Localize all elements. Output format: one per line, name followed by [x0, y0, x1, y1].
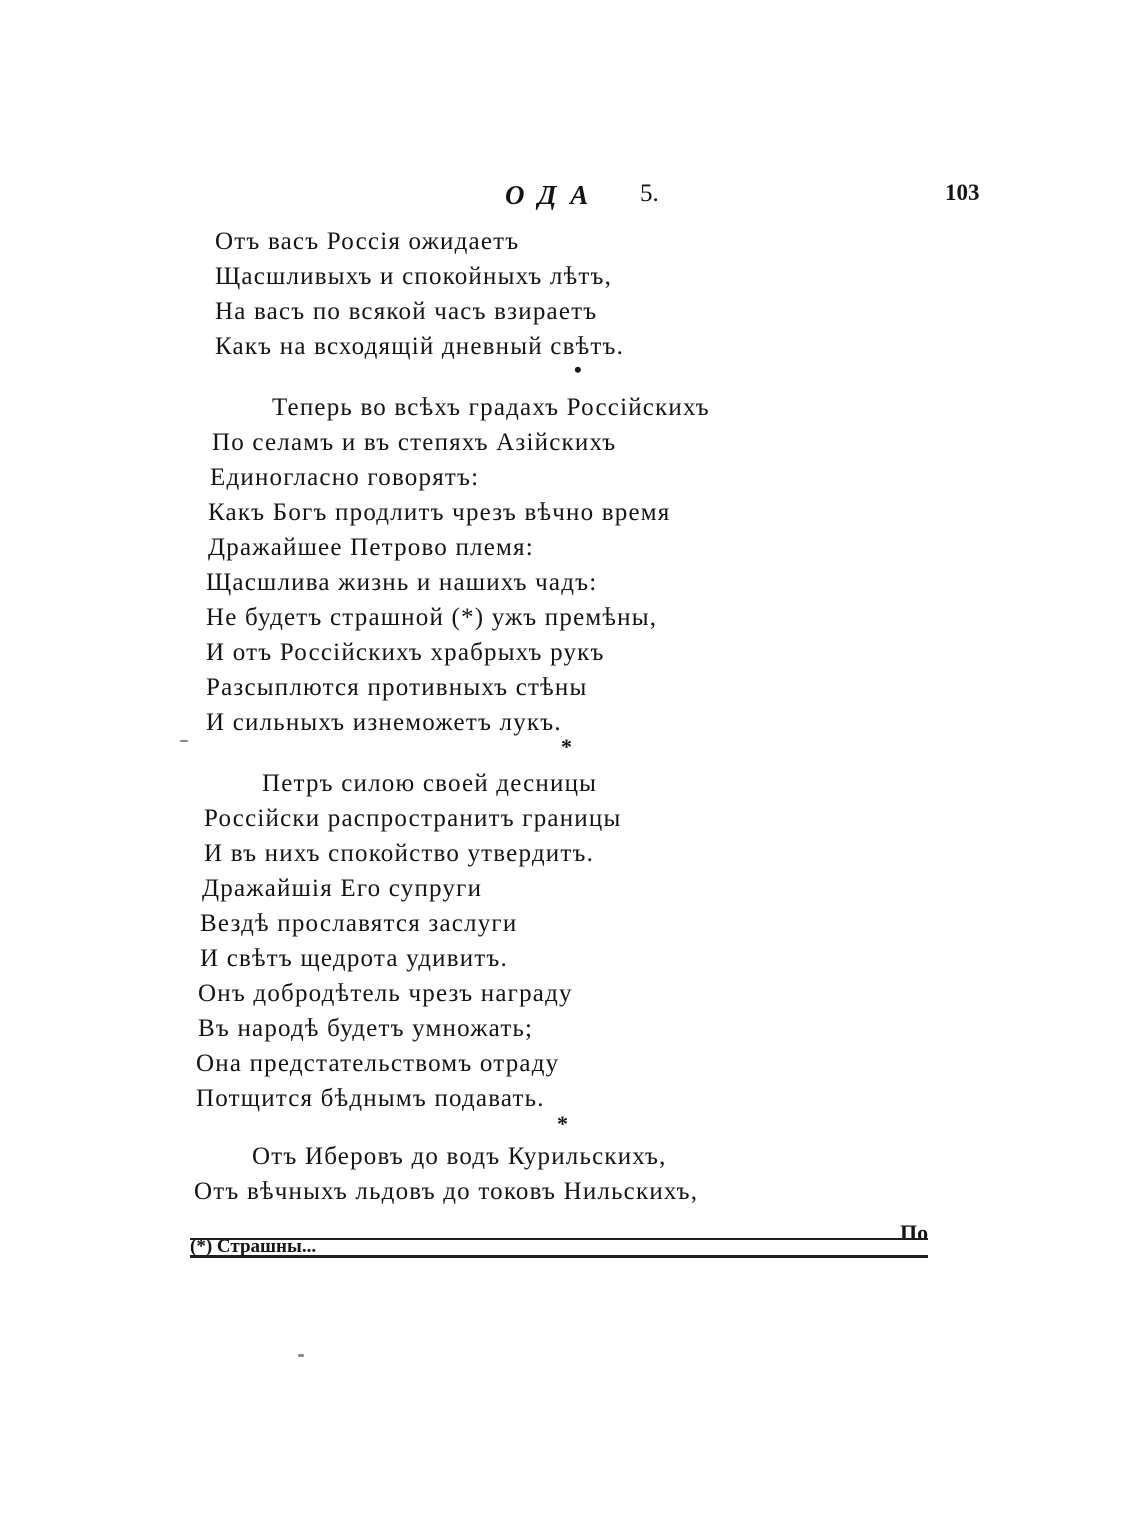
verse-line: Теперь во всѣхъ градахъ Россійскихъ: [272, 394, 710, 421]
verse-line: И отъ Россійскихъ храбрыхъ рукъ: [206, 639, 605, 666]
verse-line: Онъ добродѣтель чрезъ награду: [198, 980, 573, 1007]
verse-line: Петръ силою своей десницы: [262, 770, 598, 797]
verse-line: Щасшлива жизнь и нашихъ чадъ:: [206, 569, 598, 596]
verse-line: Россійски распространитъ границы: [204, 805, 622, 832]
verse-line: Отъ вѣчныхъ льдовъ до токовъ Нильскихъ,: [194, 1178, 699, 1205]
footnote: (*) Страшны...: [190, 1236, 317, 1257]
verse-line: Отъ васъ Россія ожидаетъ: [215, 228, 520, 255]
verse-line: И въ нихъ спокойство утвердитъ.: [204, 840, 595, 867]
verse-line: И свѣтъ щедрота удивитъ.: [200, 945, 508, 972]
verse-line: Какъ Богъ продлитъ чрезъ вѣчно время: [208, 499, 671, 526]
verse-line: Какъ на всходящій дневный свѣтъ.: [215, 333, 625, 360]
stanza-separator: *: [557, 1111, 568, 1136]
verse-line: По селамъ и въ степяхъ Азійскихъ: [212, 429, 617, 456]
verse-line: Щасшливыхъ и спокойныхъ лѣтъ,: [215, 263, 613, 290]
stanza-separator: *: [561, 734, 572, 759]
verse-line: Въ народѣ будетъ умножать;: [198, 1015, 534, 1042]
verse-line: Потщится бѣднымъ подавать.: [196, 1085, 545, 1112]
verse-line: Не будетъ страшной (*) ужъ премѣны,: [206, 604, 658, 631]
ode-number: 5.: [640, 180, 659, 207]
verse-line: На васъ по всякой часъ взираетъ: [215, 298, 598, 325]
catchword: По: [900, 1220, 929, 1245]
verse-line: Дражайшее Петрово племя:: [208, 534, 534, 561]
paper-speck: [298, 1354, 304, 1357]
verse-line: Дражайшія Его супруги: [202, 875, 483, 902]
verse-line: Вездѣ прославятся заслуги: [200, 910, 518, 937]
verse-line: Единогласно говорятъ:: [210, 464, 480, 491]
verse-line: Она предстательствомъ отраду: [196, 1050, 560, 1077]
paper-speck: [180, 740, 188, 742]
page-number: 103: [945, 180, 980, 205]
verse-line: Разсыплются противныхъ стѣны: [206, 674, 588, 701]
stanza-bullet: •: [574, 357, 582, 382]
verse-line: И сильныхъ изнеможетъ лукъ.: [206, 709, 562, 736]
verse-line: Отъ Иберовъ до водъ Курильскихъ,: [252, 1143, 667, 1170]
running-title: ОДА: [505, 180, 603, 210]
